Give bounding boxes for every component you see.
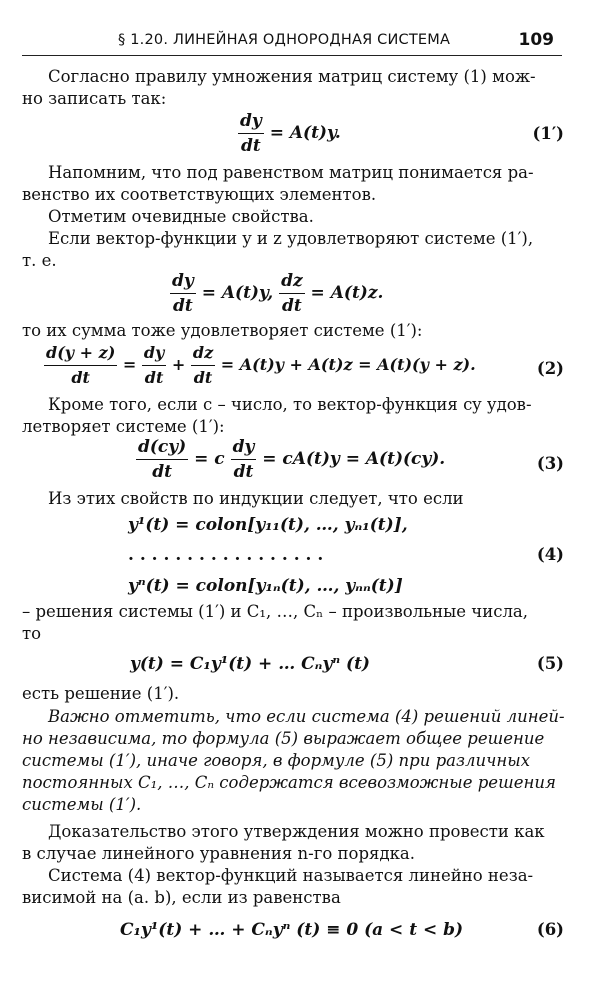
fraction-numerator: dy [238,110,264,134]
fraction-denominator: dt [241,136,261,156]
equation-rhs: = A(t)y. [269,123,341,143]
solution-yn: yⁿ(t) = colon[y₁ₙ(t), …, yₙₙ(t)] [128,576,403,596]
page-number: 109 [518,30,554,50]
equation-6: C₁y¹(t) + … + Cₙyⁿ (t) ≡ 0 (a < t < b) [120,920,464,940]
fraction-denominator: dt [233,462,254,482]
theorem-line: системы (1′). [22,795,142,814]
equation-rhs: = A(t)y + A(t)z = A(t)(y + z). [220,355,476,374]
theorem-line: постоянных C₁, …, Cₙ содержатся всевозможные решения [22,773,556,792]
header-rule [22,55,562,56]
paragraph-line: – решения системы (1′) и C₁, …, Cₙ – произвольные числа, [22,602,529,621]
equals-sign: = [122,355,137,374]
paragraph-line: есть решение (1′). [22,684,180,703]
paragraph-line: Из этих свойств по индукции следует, что если [48,489,464,508]
ellipsis-row: . . . . . . . . . . . . . . . . . [128,545,324,565]
paragraph-line: Напомним, что под равенством матриц понимается ра- [48,163,534,182]
equation-system-yz [170,270,383,317]
solution-y1: y¹(t) = colon[y₁₁(t), …, yₙ₁(t)], [128,515,408,535]
fraction-numerator: dy [231,436,257,460]
paragraph-line: т. е. [22,251,57,270]
equation-5: y(t) = C₁y¹(t) + … Cₙyⁿ (t) [130,654,370,674]
fraction-denominator: dt [193,368,213,387]
equation-number: (4) [536,545,564,564]
fraction-numerator: dy [170,270,196,294]
equation-rhs: = cA(t)y = A(t)(cy). [262,449,446,469]
paragraph-line: Если вектор-функции y и z удовлетворяют системе (1′), [48,229,534,248]
equation-number: (6) [536,920,564,939]
fraction-denominator: dt [281,296,302,316]
plus-sign: + [171,355,186,374]
fraction-numerator: dz [279,270,305,294]
equation-mid: = c [194,449,225,469]
paragraph-line: то [22,624,42,643]
theorem-line: но независима, то формула (5) выражает общее решение [22,729,545,748]
paragraph-line: но записать так: [22,89,167,108]
equation-rhs: = A(t)y, [201,283,274,303]
paragraph-line: Отметим очевидные свойства. [48,207,314,226]
paragraph-line: летворяет системе (1′): [22,417,225,436]
equation-number: (2) [536,359,564,378]
paragraph-line: то их сумма тоже удовлетворяет системе (1′): [22,321,423,340]
fraction-denominator: dt [144,368,164,387]
fraction-numerator: dy [142,342,166,366]
fraction-denominator: dt [152,462,172,482]
fraction-numerator: d(y + z) [44,342,117,366]
paragraph-line: Доказательство этого утверждения можно провести как [48,822,545,841]
equation-1prime [238,110,341,157]
paragraph-line: Согласно правилу умножения матриц систему (1) мож- [48,67,536,86]
paragraph-line: висимой на (a. b), если из равенства [22,888,341,907]
equation-2 [44,342,476,389]
running-title: § 1.20. ЛИНЕЙНАЯ ОДНОРОДНАЯ СИСТЕМА [118,32,451,48]
theorem-line: системы (1′), иначе говоря, в формуле (5) при различных [22,751,530,770]
paragraph-line: Система (4) вектор-функций называется линейно неза- [48,866,534,885]
fraction-numerator: d(cy) [136,436,188,460]
paragraph-line: в случае линейного уравнения n-го порядка. [22,844,416,863]
equation-3 [136,436,445,483]
equation-rhs: = A(t)z. [310,283,384,303]
fraction-denominator: dt [71,368,90,387]
fraction-numerator: dz [191,342,215,366]
theorem-line: Важно отметить, что если система (4) решений линей- [48,707,565,726]
page-header [22,28,562,54]
fraction-denominator: dt [173,296,193,316]
equation-number: (1′) [532,124,564,143]
paragraph-line: Кроме того, если c – число, то вектор-функция cy удов- [48,395,532,414]
equation-number: (5) [536,654,564,673]
equation-number: (3) [536,454,564,473]
paragraph-line: венство их соответствующих элементов. [22,185,377,204]
